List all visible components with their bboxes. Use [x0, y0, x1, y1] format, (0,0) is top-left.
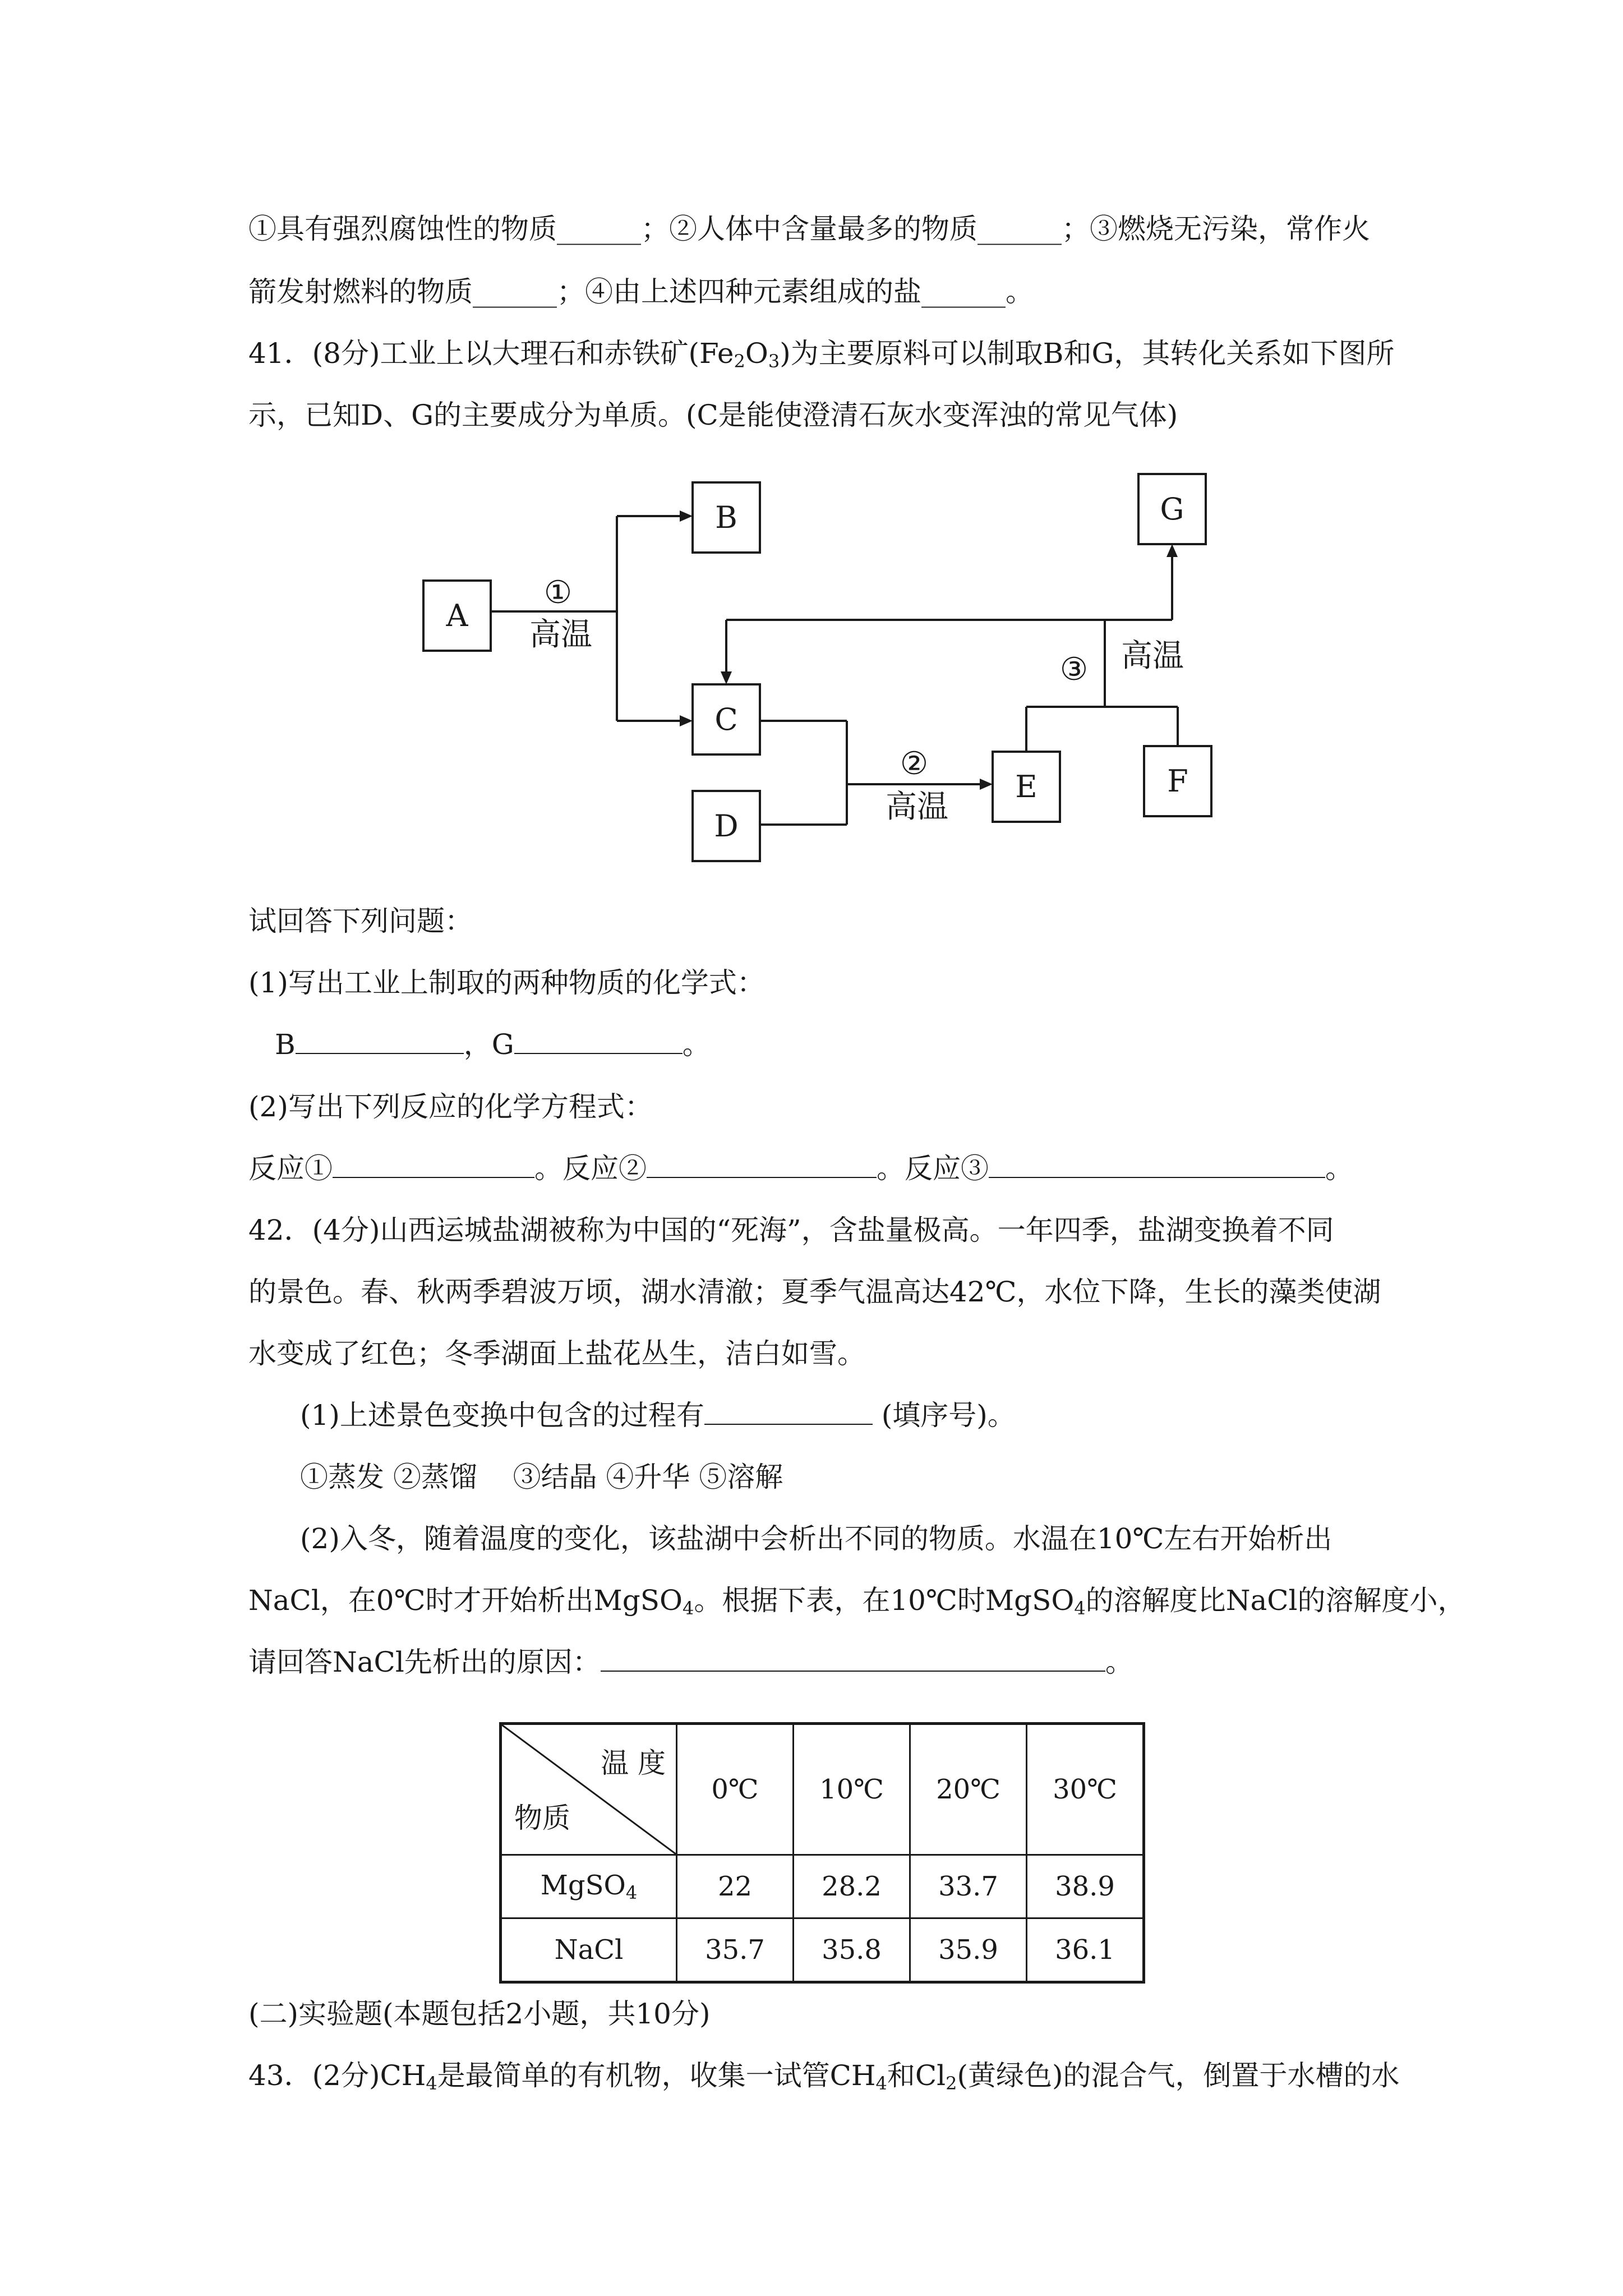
- node-f: F: [1167, 763, 1188, 799]
- node-d: D: [714, 808, 739, 844]
- row-name-mgso4: MgSO$_4$: [501, 1855, 677, 1918]
- blank-q42-2[interactable]: [601, 1649, 1105, 1672]
- reaction-3-condition: 高温: [1121, 638, 1184, 674]
- node-e: E: [1015, 769, 1038, 804]
- node-b: B: [715, 500, 737, 535]
- blank-g[interactable]: [514, 1032, 683, 1054]
- temp-30: 30℃: [1027, 1724, 1144, 1855]
- q42-text-2: 的景色。春、秋两季碧波万顷，湖水清澈；夏季气温高达42℃，水位下降，生长的藻类使湖: [248, 1276, 1381, 1308]
- table-row: [501, 1855, 1144, 1918]
- q42-part-1: (1)上述景色变换中包含的过程有 (填序号)。: [300, 1399, 1016, 1432]
- table-cell: 36.1: [1027, 1918, 1144, 1982]
- prompt-answer: 试回答下列问题：: [248, 905, 473, 937]
- table-cell: 38.9: [1027, 1855, 1144, 1918]
- temp-20: 20℃: [910, 1724, 1027, 1855]
- q42-part-2-1: (2)入冬，随着温度的变化，该盐湖中会析出不同的物质。水温在10℃左右开始析出: [300, 1522, 1332, 1555]
- blank-q42-1[interactable]: [704, 1402, 873, 1425]
- q42-text-1: 42．(4分)山西运城盐湖被称为中国的“死海”，含盐量极高。一年四季，盐湖变换着不同: [248, 1214, 1334, 1246]
- part-2-prompt: (2)写出下列反应的化学方程式：: [248, 1091, 653, 1123]
- q41-text-1: 41．(8分)工业上以大理石和赤铁矿$(Fe_2O_3)$为主要原料可以制取B和G，其转化关系如下图所: [248, 337, 1395, 372]
- part-2-answers: 反应① 。反应② 。反应③ 。: [248, 1152, 1353, 1185]
- line-q40-cont-1: ①具有强烈腐蚀性的物质______；②人体中含量最多的物质______；③燃烧无污染，常作火: [248, 213, 1370, 245]
- temp-0: 0℃: [677, 1724, 794, 1855]
- node-c: C: [714, 702, 738, 737]
- q43-text-1: 43．(2分)$CH_4$是最简单的有机物，收集一试管$CH_4$和$Cl_2$(黄绿色)的混合气，倒置于水槽的水: [248, 2059, 1400, 2094]
- table-cell: 35.8: [794, 1918, 910, 1982]
- temp-10: 10℃: [794, 1724, 910, 1855]
- reaction-3-number: ③: [1059, 651, 1089, 688]
- table-cell: 33.7: [910, 1855, 1027, 1918]
- reaction-2-condition: 高温: [886, 789, 948, 825]
- q41-text-2: 示，已知D、G的主要成分为单质。(C是能使澄清石灰水变浑浊的常见气体): [248, 399, 1178, 431]
- table-header-corner: [501, 1724, 677, 1855]
- table-cell: 22: [677, 1855, 794, 1918]
- reaction-1-condition: 高温: [529, 616, 592, 653]
- table-cell: 35.7: [677, 1918, 794, 1982]
- reaction-2-number: ②: [900, 746, 929, 782]
- q42-options: ①蒸发 ②蒸馏 ③结晶 ④升华 ⑤溶解: [300, 1461, 783, 1493]
- q42-part-2-2: NaCl，在0℃时才开始析出MgSO$_4$。根据下表，在10℃时MgSO$_4$的溶解度比NaCl的溶解度小，: [248, 1584, 1466, 1619]
- section-2-title: (二)实验题(本题包括2小题，共10分): [248, 1998, 711, 2030]
- blank-reaction-3[interactable]: [989, 1156, 1325, 1178]
- blank-reaction-2[interactable]: [647, 1156, 877, 1178]
- solubility-table: [499, 1722, 1145, 1984]
- part-1-answers: B ，G 。: [275, 1028, 711, 1061]
- blank-b[interactable]: [296, 1032, 464, 1054]
- header-temperature: 温 度: [601, 1747, 666, 1779]
- row-name-nacl: NaCl: [501, 1918, 677, 1982]
- q42-part-2-3: 请回答NaCl先析出的原因： 。: [248, 1646, 1133, 1678]
- table-cell: 28.2: [794, 1855, 910, 1918]
- blank-reaction-1[interactable]: [333, 1156, 534, 1178]
- conversion-diagram: [393, 460, 1290, 898]
- q42-text-3: 水变成了红色；冬季湖面上盐花丛生，洁白如雪。: [248, 1337, 865, 1370]
- node-g: G: [1160, 491, 1184, 527]
- part-1-prompt: (1)写出工业上制取的两种物质的化学式：: [248, 967, 765, 999]
- header-substance: 物质: [514, 1802, 570, 1834]
- node-a: A: [446, 598, 468, 633]
- table-row: [501, 1918, 1144, 1982]
- reaction-1-number: ①: [543, 574, 573, 611]
- line-q40-cont-2: 箭发射燃料的物质______；④由上述四种元素组成的盐______。: [248, 275, 1034, 308]
- table-cell: 35.9: [910, 1918, 1027, 1982]
